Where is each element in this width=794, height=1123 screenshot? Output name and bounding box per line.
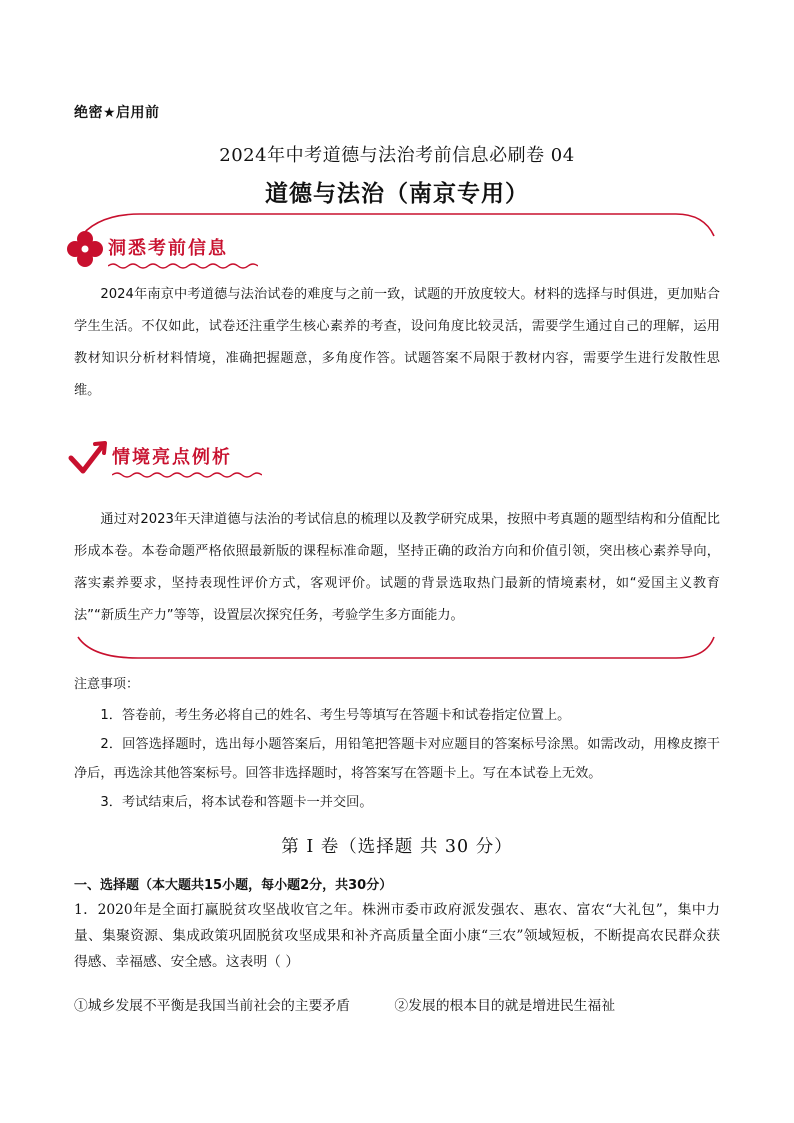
note-item: 3．考试结束后，将本试卷和答题卡一并交回。 — [100, 795, 373, 810]
option-1: ①城乡发展不平衡是我国当前社会的主要矛盾 — [74, 998, 350, 1014]
highlights-heading — [112, 443, 232, 473]
confidential-label: 绝密★启用前 — [74, 105, 160, 121]
section-title: 第 I 卷（选择题 共 30 分） — [281, 837, 513, 857]
notes-list — [74, 701, 720, 817]
question-1: 1．2020年是全面打赢脱贫攻坚战收官之年。株洲市委市政府派发强农、惠农、富农“大礼包”，集中力量、集聚资源、集成政策巩固脱贫攻坚成果和补齐高质量全面小康“三农”领域短板，不断提高农民群众获得感、幸福感、安全感。这表明（ ） — [74, 902, 720, 970]
info-heading-text: 洞悉考前信息 — [108, 238, 228, 259]
four-petal-flower-icon — [66, 230, 104, 268]
option-2: ②发展的根本目的就是增进民生福祉 — [394, 998, 616, 1014]
notes-heading: 注意事项： — [74, 677, 140, 692]
highlights-banner — [68, 440, 232, 476]
info-heading — [108, 234, 228, 264]
wavy-underline — [108, 262, 258, 270]
note-item: 1．答卷前，考生务必将自己的姓名、考生号等填写在答题卡和试卷指定位置上。 — [100, 708, 571, 723]
info-banner — [66, 230, 228, 268]
part-heading: 一、选择题（本大题共15小题，每小题2分，共30分） — [74, 878, 393, 893]
highlights-heading-text: 情境亮点例析 — [112, 447, 232, 468]
highlights-paragraph: 通过对2023年天津道德与法治的考试信息的梳理以及教学研究成果，按照中考真题的题型结构和分值配比形成本卷。本卷命题严格依照最新版的课程标准命题，坚持正确的政治方向和价值引领，突出核心素养导向，落实素养要求，坚持表现性评价方式，客观评价。试题的背景选取热门最新的情境素材，如“爱国主义教育法”“新质生产力”等等，设置层次探究任务，考验学生多方面能力。 — [74, 512, 720, 623]
note-item: 2．回答选择题时，选出每小题答案后，用铅笔把答题卡对应题目的答案标号涂黑。如需改动，用橡皮擦干净后，再选涂其他答案标号。回答非选择题时，将答案写在答题卡上。写在本试卷上无效。 — [74, 737, 720, 781]
check-arrow-icon — [68, 440, 108, 476]
exam-title: 2024年中考道德与法治考前信息必刷卷 04 — [219, 145, 575, 166]
wavy-underline — [112, 471, 262, 479]
exam-subtitle: 道德与法治（南京专用） — [265, 181, 529, 207]
question-1-options — [74, 993, 655, 1019]
info-paragraph: 2024年南京中考道德与法治试卷的难度与之前一致，试题的开放度较大。材料的选择与时俱进，更加贴合学生生活。不仅如此，试卷还注重学生核心素养的考查，设问角度比较灵活，需要学生通过自己的理解，运用教材知识分析材料情境，准确把握题意，多角度作答。试题答案不局限于教材内容，需要学生进行发散性思维。 — [74, 287, 720, 398]
